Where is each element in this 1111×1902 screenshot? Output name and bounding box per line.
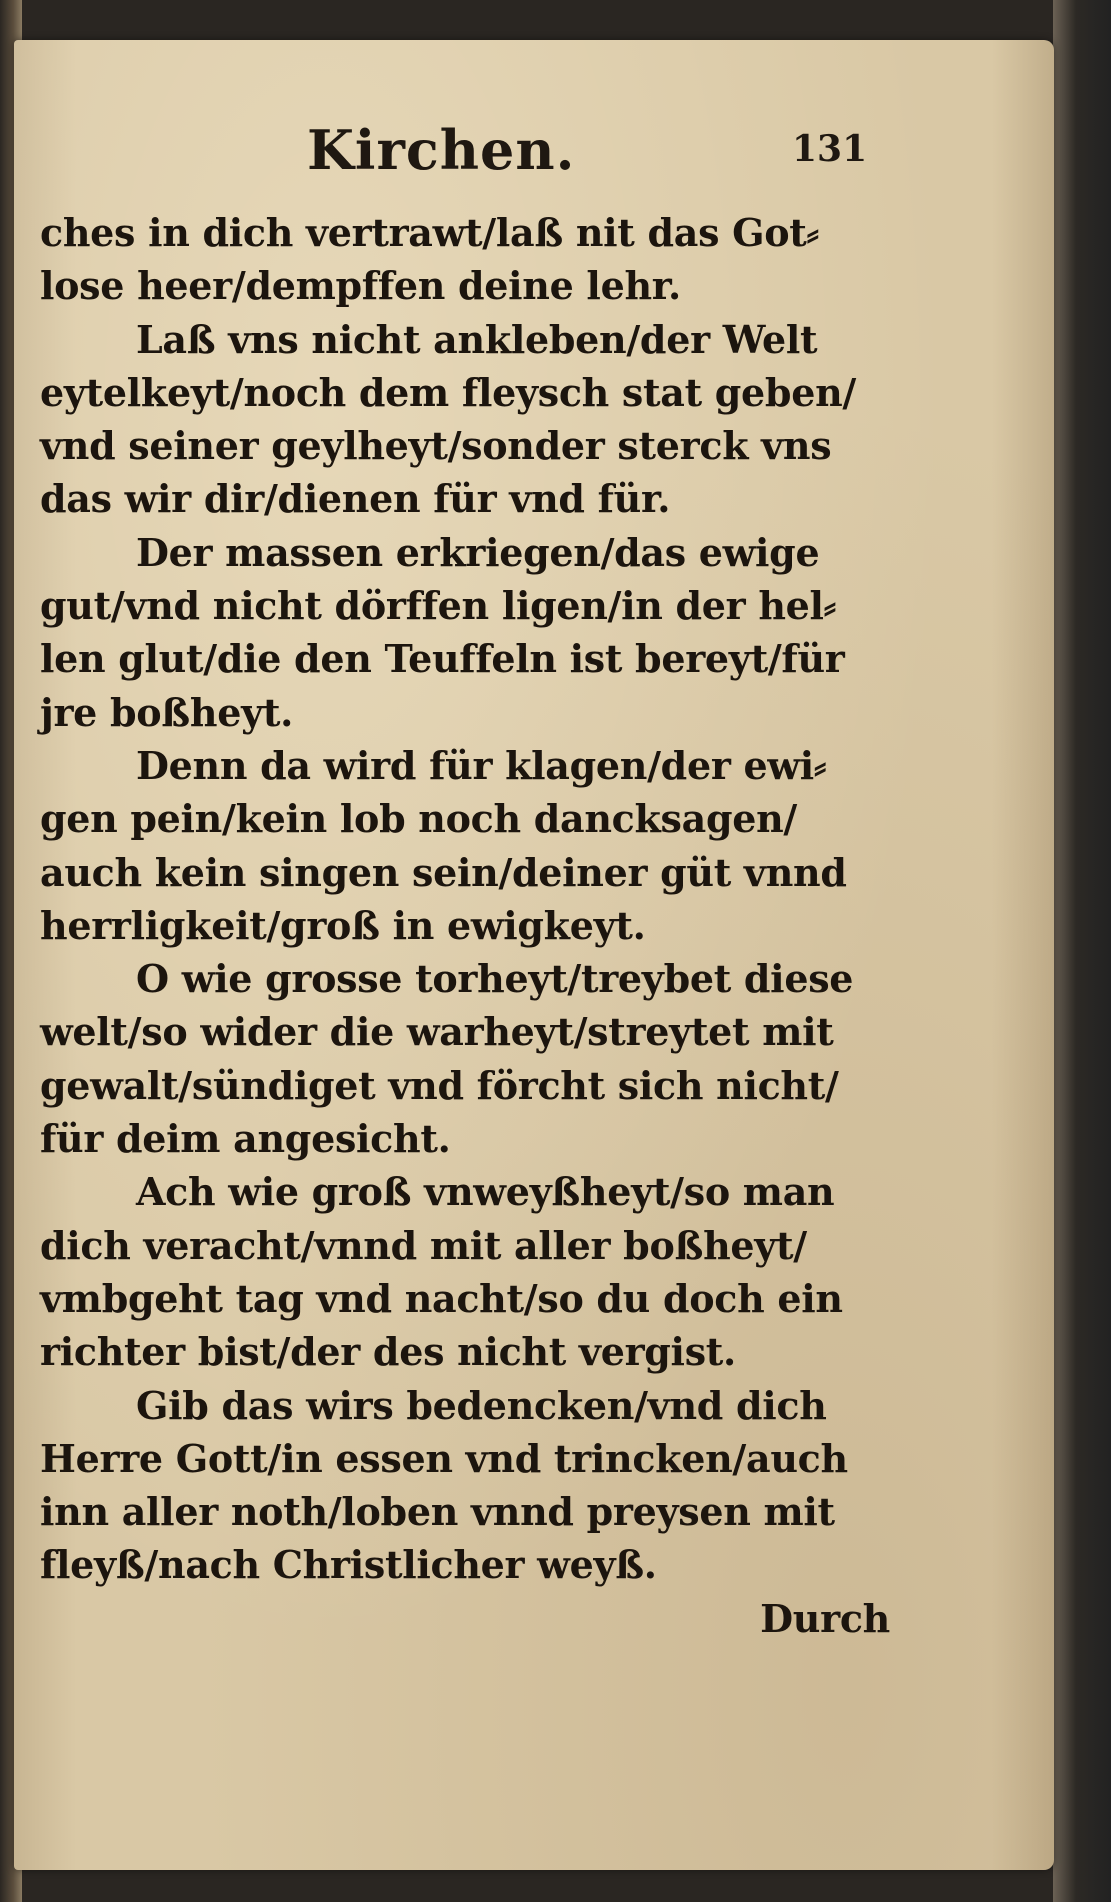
text-line: fleyß/nach Christlicher weyß. xyxy=(40,1542,657,1588)
text-block xyxy=(40,206,890,1645)
text-line: eytelkeyt/noch dem fleysch stat geben/ xyxy=(40,369,856,415)
text-line: vmbgeht tag vnd nacht/so du doch ein xyxy=(40,1275,843,1321)
text-line: jre boßheyt. xyxy=(40,689,294,735)
stanza-first-line: Denn da wird für klagen/der ewi⸗ xyxy=(136,742,827,788)
stanza-first-line: Gib das wirs bedencken/vnd dich xyxy=(136,1382,827,1428)
stanza-first-line: Laß vns nicht ankleben/der Welt xyxy=(136,316,818,362)
running-head: Kirchen. xyxy=(307,118,576,182)
text-line: auch kein singen sein/deiner güt vnnd xyxy=(40,849,847,895)
text-line: vnd seiner geylheyt/sonder sterck vns xyxy=(40,423,832,469)
text-line: dich veracht/vnnd mit aller boßheyt/ xyxy=(40,1222,807,1268)
text-line: Herre Gott/in essen vnd trincken/auch xyxy=(40,1435,848,1481)
catchword: Durch xyxy=(760,1595,890,1641)
text-line: lose heer/dempffen deine lehr. xyxy=(40,263,681,309)
text-line: welt/so wider die warheyt/streytet mit xyxy=(40,1009,834,1055)
text-line: gen pein/kein lob noch dancksagen/ xyxy=(40,796,797,842)
stanza-first-line: O wie grosse torheyt/treybet diese xyxy=(136,956,854,1002)
text-line: das wir dir/dienen für vnd für. xyxy=(40,476,671,522)
stanza-first-line: Ach wie groß vnweyßheyt/so man xyxy=(136,1169,835,1215)
text-line: inn aller noth/loben vnnd preysen mit xyxy=(40,1489,835,1535)
book-edge-right xyxy=(1053,0,1111,1902)
text-line: gewalt/sündiget vnd förcht sich nicht/ xyxy=(40,1062,839,1108)
text-line: für deim angesicht. xyxy=(40,1116,451,1162)
text-line: herrligkeit/groß in ewigkeyt. xyxy=(40,902,646,948)
stanza-first-line: Der massen erkriegen/das ewige xyxy=(136,529,820,575)
page-number: 131 xyxy=(792,128,868,170)
text-line: ches in dich vertrawt/laß nit das Got⸗ xyxy=(40,210,819,255)
text-line: richter bist/der des nicht vergist. xyxy=(40,1329,736,1375)
text-line: gut/vnd nicht dörffen ligen/in der hel⸗ xyxy=(40,583,837,629)
page-header xyxy=(14,118,1054,198)
text-line: len glut/die den Teuffeln ist bereyt/für xyxy=(40,636,845,682)
